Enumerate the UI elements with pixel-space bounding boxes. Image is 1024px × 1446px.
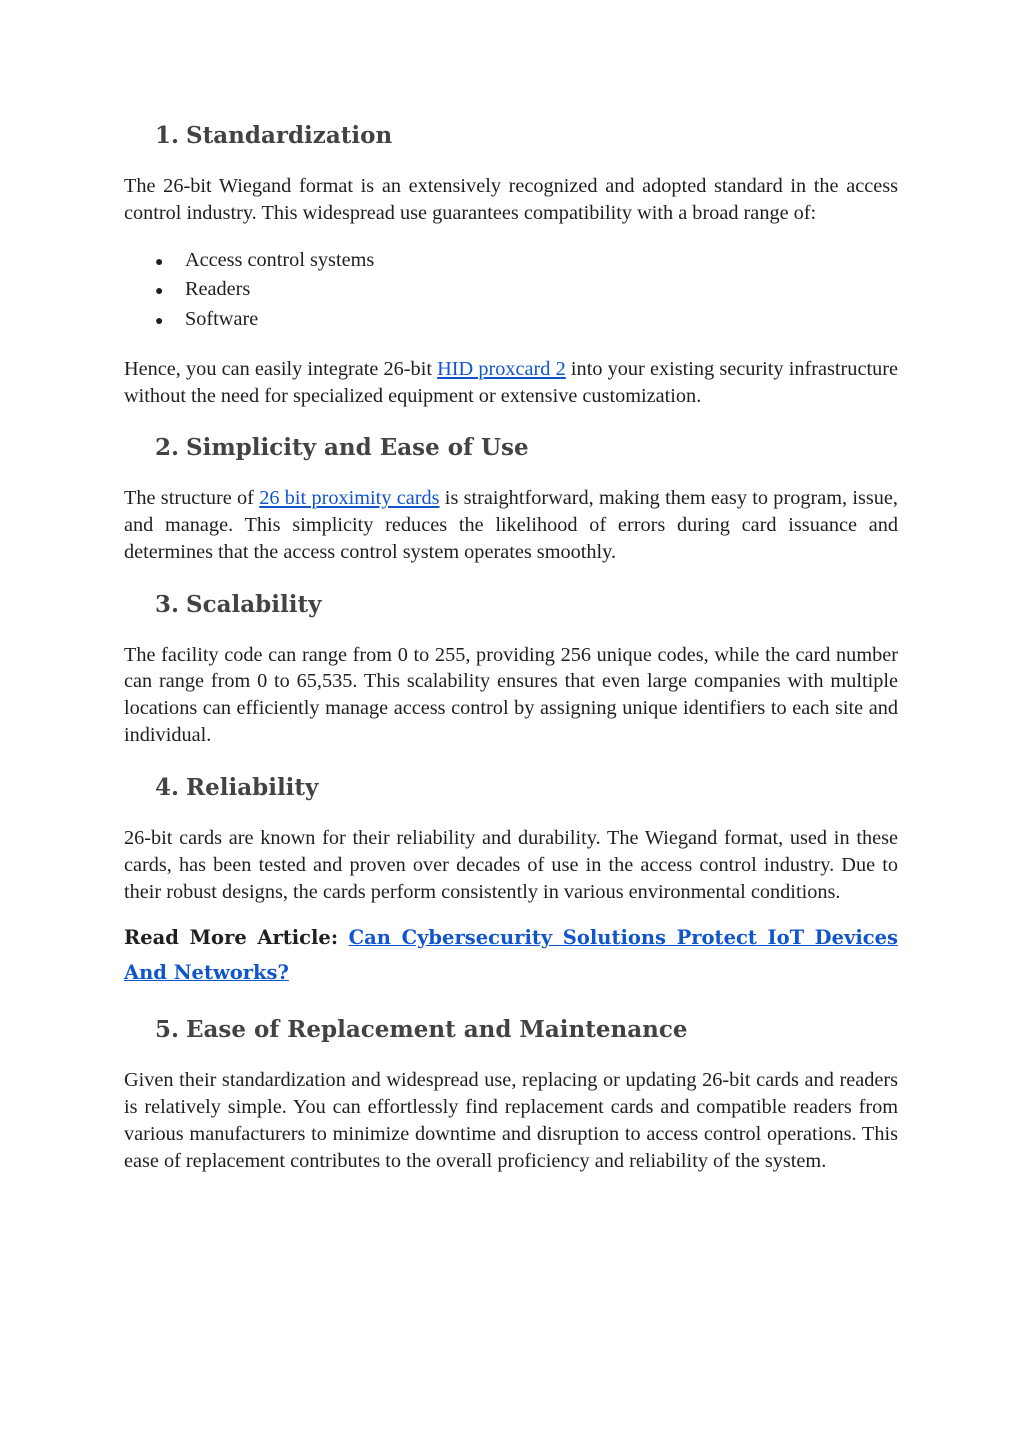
section-heading-simplicity xyxy=(124,430,898,466)
list-item: ● Software xyxy=(124,306,898,335)
section-title: Standardization xyxy=(186,122,393,149)
bullet-icon: ● xyxy=(155,313,164,329)
section-heading-reliability xyxy=(124,770,898,806)
paragraph-reliability: 26-bit cards are known for their reliability and durability. The Wiegand format, used in these cards, has been tested and proven over decades of use in the access control industry. Due to their robust designs, the cards perform consistently in various environmental conditions. xyxy=(124,827,898,903)
compatibility-list xyxy=(124,247,898,335)
section-number: 2. xyxy=(155,433,180,461)
read-more-label: Read More Article: xyxy=(124,925,339,949)
paragraph-standardization-outro: Hence, you can easily integrate 26-bit HID proxcard 2 into your existing security infrastructure without the need for specialized equipment or extensive customization. xyxy=(124,358,898,407)
list-item: ● Readers xyxy=(124,276,898,305)
list-item: ● Access control systems xyxy=(124,247,898,276)
section-title: Ease of Replacement and Maintenance xyxy=(186,1015,688,1043)
paragraph-simplicity: The structure of 26 bit proximity cards is straightforward, making them easy to program, issue, and manage. This simplicity reduces the likelihood of errors during card issuance and determines that the access control system operates smoothly. xyxy=(124,486,898,563)
section-number: 1. xyxy=(155,122,180,149)
hid-proxcard-link[interactable]: HID proxcard 2 xyxy=(437,358,566,381)
read-more-callout xyxy=(124,920,898,990)
section-number: 3. xyxy=(155,590,180,618)
section-number: 5. xyxy=(155,1015,180,1043)
section-heading-standardization xyxy=(124,118,898,154)
section-title: Scalability xyxy=(186,590,322,618)
paragraph-standardization-intro: The 26-bit Wiegand format is an extensively recognized and adopted standard in the access control industry. This widespread use guarantees compatibility with a broad range of: xyxy=(124,175,898,224)
section-number: 4. xyxy=(155,774,180,802)
section-title: Reliability xyxy=(186,774,319,802)
paragraph-scalability: The facility code can range from 0 to 255, providing 256 unique codes, while the card number can range from 0 to 65,535. This scalability ensures that even large companies with multiple locations can efficiently manage access control by assigning unique identifiers to each site and individual. xyxy=(124,643,898,747)
read-more-article-link[interactable]: Can Cybersecurity Solutions Protect IoT Devices And Networks? xyxy=(124,925,898,984)
bullet-icon: ● xyxy=(155,254,164,270)
paragraph-replacement: Given their standardization and widespread use, replacing or updating 26-bit cards and readers is relatively simple. You can effortlessly find replacement cards and compatible readers from various manufacturers to minimize downtime and disruption to access control operations. This ease of replacement contributes to the overall proficiency and reliability of the system. xyxy=(124,1068,898,1172)
section-heading-replacement xyxy=(124,1012,898,1048)
bullet-icon: ● xyxy=(155,284,164,300)
proximity-cards-link[interactable]: 26 bit proximity cards xyxy=(259,486,440,509)
section-heading-scalability xyxy=(124,587,898,623)
document-page xyxy=(124,118,898,1175)
section-title: Simplicity and Ease of Use xyxy=(186,433,529,461)
